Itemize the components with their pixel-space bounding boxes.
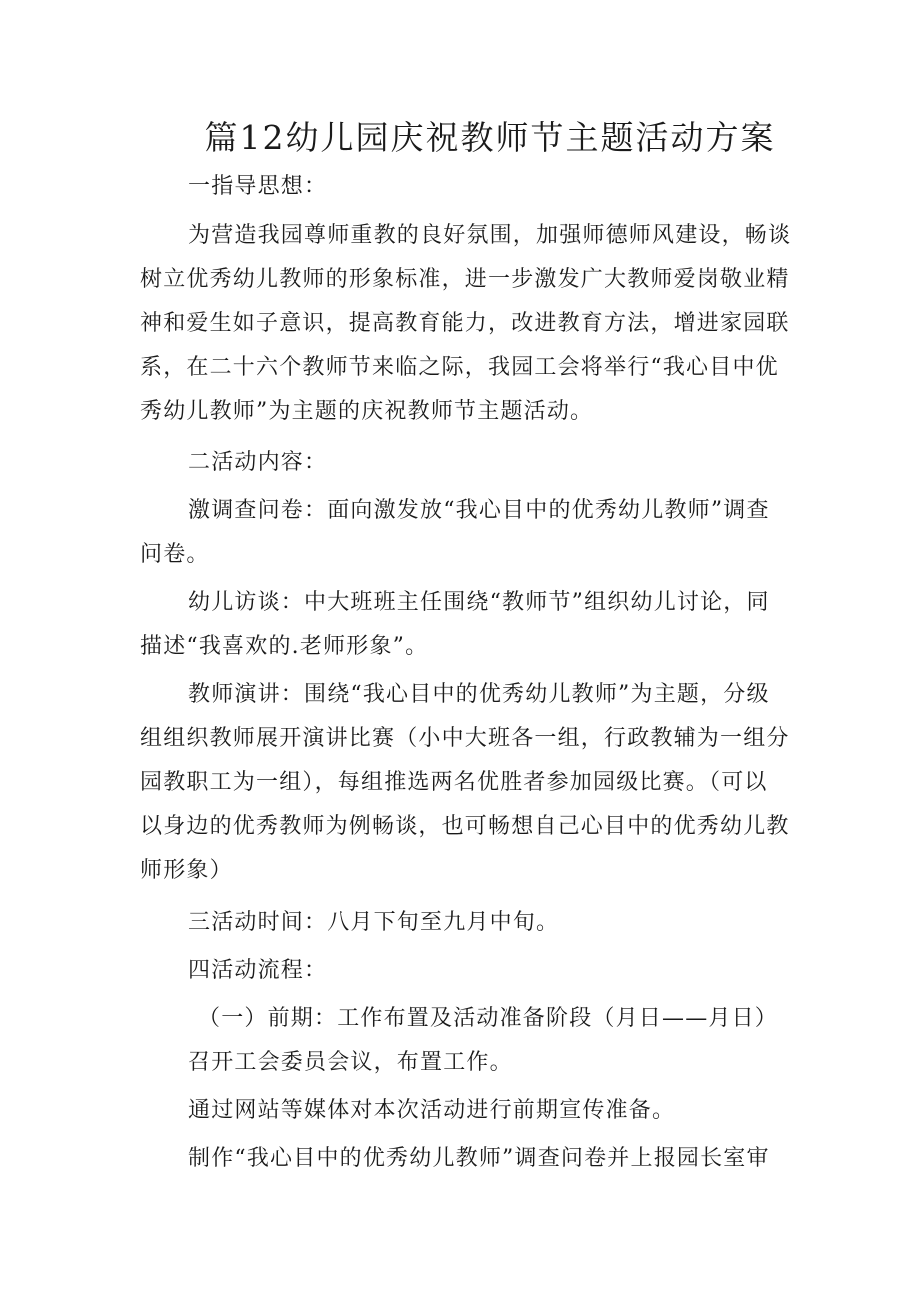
paragraph-line: 召开工会委员会议，布置工作。 [188, 1050, 513, 1075]
heading-activity-content: 二活动内容： [188, 450, 328, 475]
paragraph-line: 描述“我喜欢的.老师形象”。 [140, 634, 429, 659]
paragraph-line: 激调查问卷：面向激发放“我心目中的优秀幼儿教师”调查 [188, 498, 770, 523]
paragraph-line: 师形象） [140, 858, 233, 883]
paragraph-line: 园教职工为一组），每组推选两名优胜者参加园级比赛。（可以 [140, 770, 768, 795]
paragraph-line: 组组织教师展开演讲比赛（小中大班各一组，行政教辅为一组分 [140, 726, 790, 751]
paragraph-line: 教师演讲：围绕“我心目中的优秀幼儿教师”为主题，分级 [188, 682, 770, 707]
heading-activity-time: 三活动时间：八月下旬至九月中旬。 [188, 910, 560, 935]
paragraph-line: 幼儿访谈：中大班班主任围绕“教师节”组织幼儿讨论，同 [188, 590, 770, 615]
paragraph-line: 以身边的优秀教师为例畅谈，也可畅想自己心目中的优秀幼儿教 [140, 814, 790, 839]
paragraph-line: 问卷。 [140, 542, 210, 567]
document-title: 篇12幼儿园庆祝教师节主题活动方案 [204, 118, 776, 157]
paragraph-line: 系，在二十六个教师节来临之际，我园工会将举行“我心目中优 [140, 355, 779, 380]
paragraph-line: 树立优秀幼儿教师的形象标准，进一步激发广大教师爱岗敬业精 [140, 267, 790, 292]
paragraph-line: 神和爱生如子意识，提高教育能力，改进教育方法，增进家园联 [140, 311, 790, 336]
heading-guiding-idea: 一指导思想： [188, 174, 328, 199]
paragraph-line: 为营造我园尊师重教的良好氛围，加强师德师风建设，畅谈 [188, 223, 792, 248]
paragraph-line: 制作“我心目中的优秀幼儿教师”调查问卷并上报园长室审 [188, 1146, 770, 1171]
heading-activity-process: 四活动流程： [188, 958, 328, 983]
subheading-early-stage: （一）前期：工作布置及活动准备阶段（月日——月日） [198, 1006, 779, 1031]
paragraph-line: 通过网站等媒体对本次活动进行前期宣传准备。 [188, 1098, 676, 1123]
paragraph-line: 秀幼儿教师”为主题的庆祝教师节主题活动。 [140, 399, 594, 424]
